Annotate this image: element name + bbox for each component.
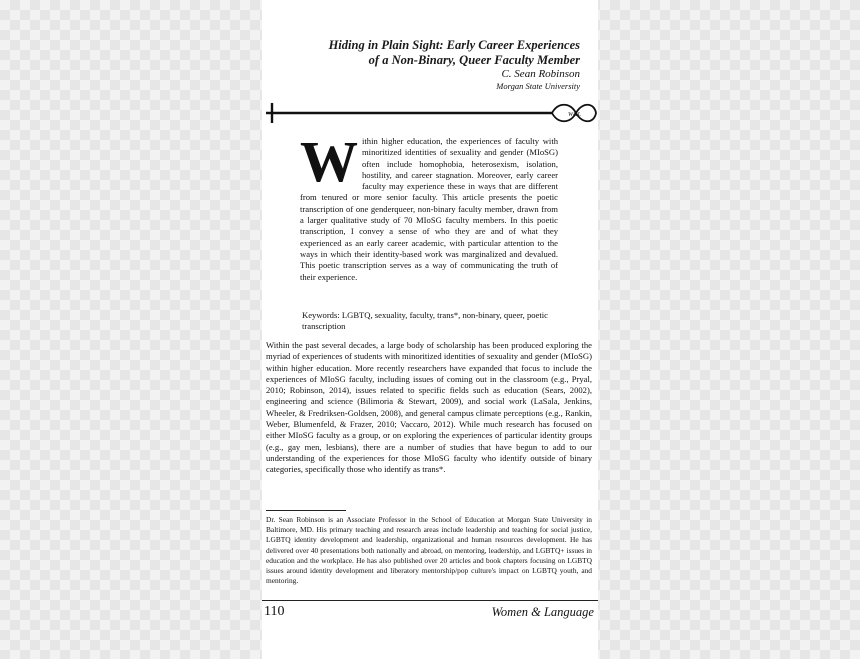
author-footnote: Dr. Sean Robinson is an Associate Professor in the School of Education at Morgan State University in Baltimore, MD. His primary teaching and research areas include leadership and teaching for social justice, LGBTQ identity development and leadership, organizational and human resources development. He has delivered over 40 presentations both nationally and abroad, on mentoring, leadership, and LGBTQ+ issues in education and the workplace. He has also published over 20 articles and book chapters focusing on LGBTQ issues around identity development and liberatory mentorship/pop culture's impact on LGBTQ youth, and mentoring. xyxy=(266,515,592,586)
abstract-text: ithin higher education, the experiences of faculty with minoritized identities of sexuality and gender (MIoSG) often include homophobia, heterosexism, isolation, hostility, and career stagnation. Moreover, early career faculty may experience these in ways that are different from tenured or more senior faculty. This article presents the poetic transcription of one genderqueer, non-binary faculty member, drawn from a larger qualitative study of 70 MIoSG faculty members. In this poetic transcription, I convey a sense of who they are and of what they experienced as an early career academic, with particular attention to the ways in which their identity-based work was marginalized and devalued. This poetic transcription serves as a way of communicating the truth of their experience. xyxy=(300,136,558,282)
infinity-logo-icon xyxy=(262,100,598,126)
body-text: Within the past several decades, a large body of scholarship has been produced exploring the myriad of experiences of students with minoritized identities of sexuality and gender (MIoSG) within higher education. More recently researchers have expanded that focus to include the experiences of MIoSG faculty, including issues of coming out in the classroom (e.g., Pryal, 2010; Robinson, 2014), issues related to specific fields such as education (Sears, 2002), engineering and science (Bilimoria & Stewart, 2009), and social work (LaSala, Jenkins, Wheeler, & Fredriksen-Goldsen, 2008), and general campus climate perceptions (e.g., Rankin, Weber, Blumenfeld, & Frazer, 2010; Vaccaro, 2012). While much research has focused on either MIoSG faculty as a group, or on exploring the experiences of particular identity groups (e.g., gay men, lesbians), there are a number of studies that have begun to add to our understanding of the experiences for those MIoSG faculty who identify outside of binary categories, specifically those who identify as trans*. xyxy=(266,340,592,475)
article-title-line-2: of a Non-Binary, Queer Faculty Member xyxy=(368,53,580,67)
title-block xyxy=(329,38,580,92)
drop-cap: W xyxy=(300,129,358,194)
abstract xyxy=(300,129,558,283)
ornament-logo-text: W&L xyxy=(568,112,582,118)
keywords: Keywords: LGBTQ, sexuality, faculty, trans*, non-binary, queer, poetic transcription xyxy=(302,310,548,332)
page-number: 110 xyxy=(264,604,285,619)
author-affiliation: Morgan State University xyxy=(496,81,580,91)
footer-rule xyxy=(262,600,598,601)
footnote-divider xyxy=(266,510,346,511)
article-title-line-1: Hiding in Plain Sight: Early Career Experiences xyxy=(328,38,580,52)
journal-page xyxy=(262,0,598,659)
journal-name: Women & Language xyxy=(491,605,594,619)
author-name: C. Sean Robinson xyxy=(501,68,580,80)
